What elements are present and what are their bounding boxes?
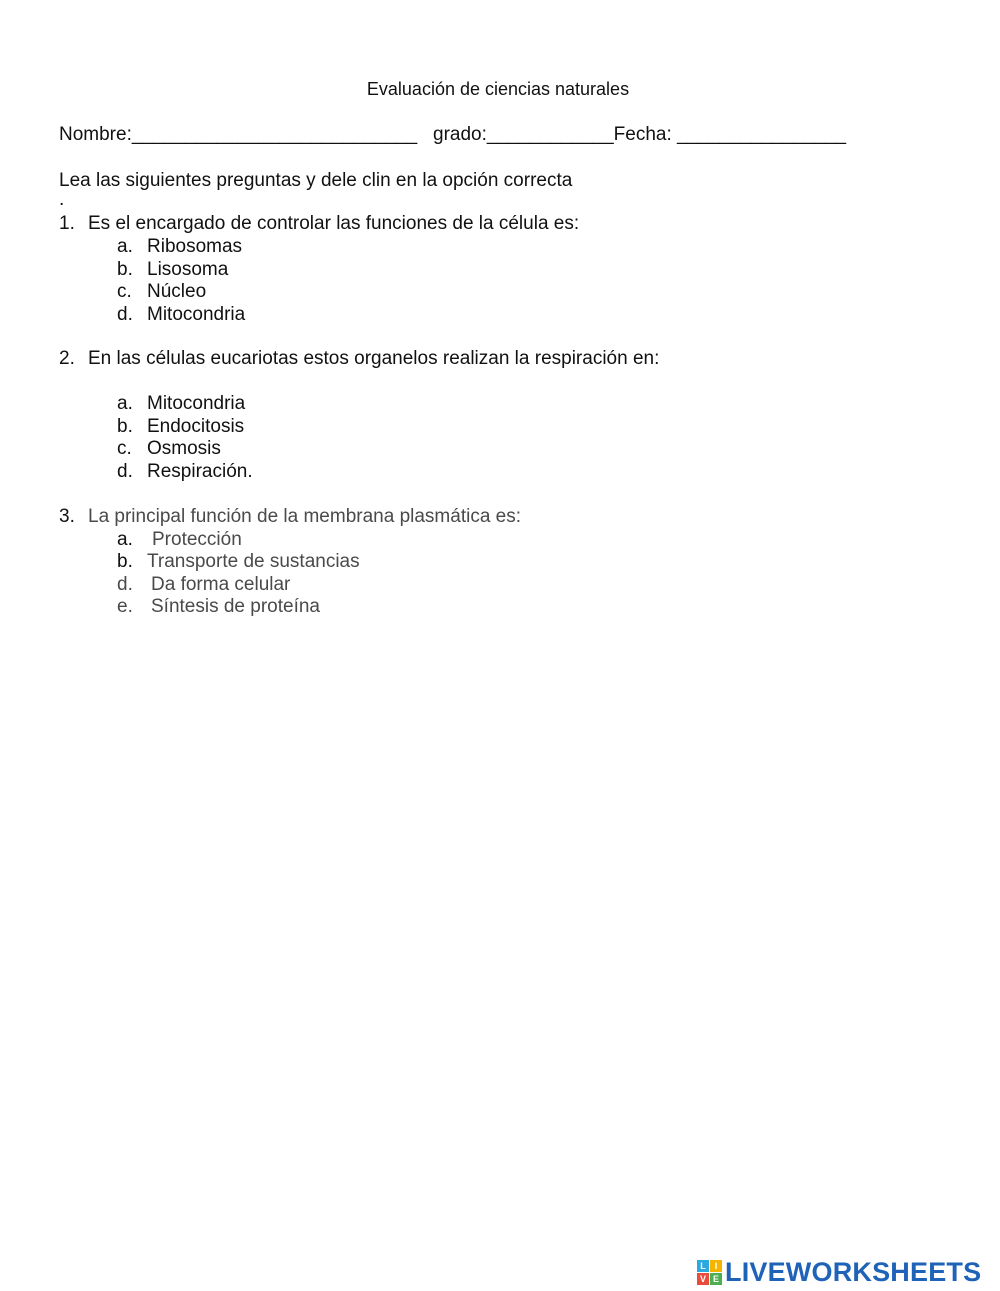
liveworksheets-wordmark: LIVEWORKSHEETS <box>725 1256 982 1287</box>
liveworksheets-mark-icon <box>697 1260 722 1285</box>
option-letter: b. <box>117 259 133 280</box>
option-text[interactable]: Núcleo <box>147 281 207 302</box>
option-letter: e. <box>117 596 133 617</box>
option-text[interactable]: Protección <box>152 529 242 550</box>
stray-dot: . <box>59 189 65 210</box>
option-text[interactable]: Lisosoma <box>147 259 229 280</box>
nombre-field[interactable]: Nombre:___________________________ <box>59 124 418 145</box>
option-letter: a. <box>117 236 133 257</box>
grado-fecha-fields[interactable]: grado:____________Fecha: ________________ <box>433 124 847 145</box>
question-number: 2. <box>59 348 75 369</box>
question-text: Es el encargado de controlar las funciones de la célula es: <box>88 213 580 234</box>
question-text: La principal función de la membrana plasmática es: <box>88 506 522 527</box>
option-letter: a. <box>117 393 133 414</box>
option-letter: c. <box>117 281 132 302</box>
option-letter: d. <box>117 461 133 482</box>
option-letter: d. <box>117 304 133 325</box>
option-text[interactable]: Osmosis <box>147 438 221 459</box>
logo-mark-letter: L <box>697 1260 709 1272</box>
option-letter: a. <box>117 529 133 550</box>
option-letter: d. <box>117 574 133 595</box>
question-number: 3. <box>59 506 75 527</box>
option-text[interactable]: Endocitosis <box>147 416 245 437</box>
liveworksheets-logo <box>697 1255 981 1289</box>
logo-mark-letter: E <box>710 1273 722 1285</box>
option-letter: c. <box>117 438 132 459</box>
option-letter: b. <box>117 416 133 437</box>
option-letter: b. <box>117 551 133 572</box>
option-text[interactable]: Da forma celular <box>151 574 291 595</box>
logo-mark-letter: V <box>697 1273 709 1285</box>
option-text[interactable]: Mitocondria <box>147 304 246 325</box>
logo-mark-letter: I <box>710 1260 722 1272</box>
option-text[interactable]: Síntesis de proteína <box>151 596 320 617</box>
page-title: Evaluación de ciencias naturales <box>366 79 630 99</box>
option-text[interactable]: Ribosomas <box>147 236 243 257</box>
option-text[interactable]: Respiración. <box>147 461 253 482</box>
option-text[interactable]: Mitocondria <box>147 393 246 414</box>
instructions-text: Lea las siguientes preguntas y dele clin en la opción correcta <box>59 170 573 191</box>
question-text: En las células eucariotas estos organelos realizan la respiración en: <box>88 348 660 369</box>
option-text[interactable]: Transporte de sustancias <box>147 551 360 572</box>
question-number: 1. <box>59 213 75 234</box>
